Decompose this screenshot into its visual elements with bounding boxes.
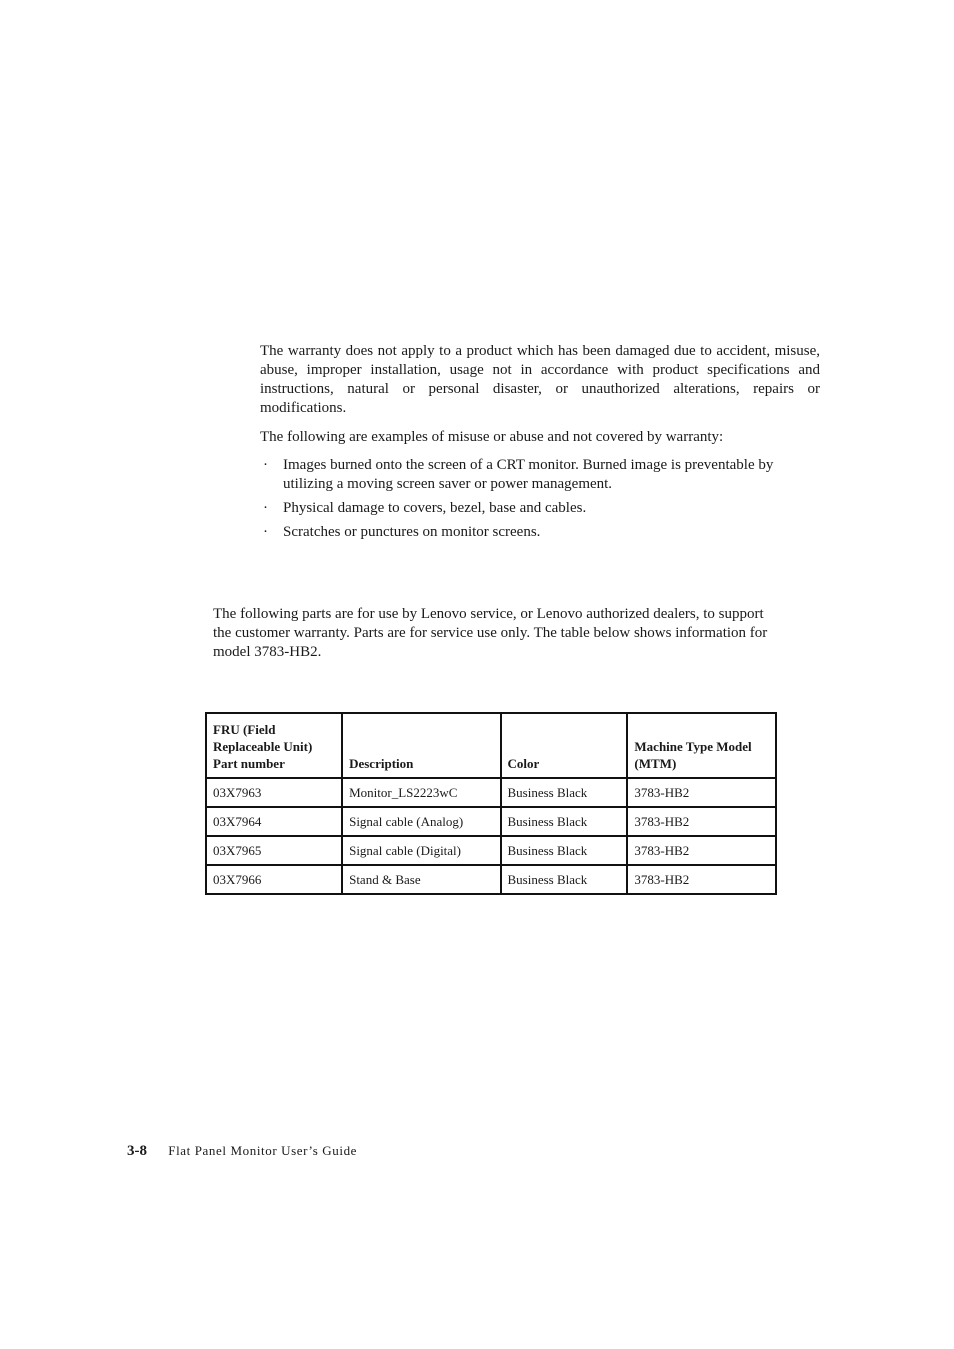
- header-mtm: Machine Type Model (MTM): [627, 713, 776, 778]
- fru-parts-table: [205, 712, 777, 895]
- cell-description: Stand & Base: [342, 865, 500, 894]
- cell-part-number: 03X7963: [206, 778, 342, 807]
- bullet-icon: ·: [263, 500, 268, 516]
- bullet-icon: ·: [263, 457, 268, 473]
- header-color: Color: [501, 713, 628, 778]
- cell-color: Business Black: [501, 807, 628, 836]
- cell-mtm: 3783-HB2: [627, 865, 776, 894]
- cell-color: Business Black: [501, 836, 628, 865]
- list-item-text: Images burned onto the screen of a CRT monitor. Burned image is preventable by utilizing a moving screen saver or power management.: [283, 457, 774, 492]
- cell-part-number: 03X7965: [206, 836, 342, 865]
- cell-color: Business Black: [501, 865, 628, 894]
- list-item: [260, 523, 822, 542]
- cell-part-number: 03X7966: [206, 865, 342, 894]
- table-row: [206, 865, 776, 894]
- table-row: [206, 807, 776, 836]
- page-number: 3-8: [127, 1143, 147, 1159]
- list-item: [260, 456, 822, 494]
- cell-description: Signal cable (Analog): [342, 807, 500, 836]
- list-item-text: Scratches or punctures on monitor screens.: [283, 524, 541, 540]
- cell-part-number: 03X7964: [206, 807, 342, 836]
- cell-description: Signal cable (Digital): [342, 836, 500, 865]
- list-item: [260, 499, 822, 518]
- bullet-icon: ·: [263, 524, 268, 540]
- header-description: Description: [342, 713, 500, 778]
- table-row: [206, 836, 776, 865]
- guide-title: Flat Panel Monitor User’s Guide: [168, 1143, 358, 1158]
- page-footer: [127, 1143, 357, 1160]
- warranty-exclusion-paragraph: The warranty does not apply to a product which has been damaged due to accident, misuse, abuse, improper installation, usage not in accordance with product specifications and instructions, natural or personal disaster, or unauthorized alterations, repairs or modifications.: [260, 343, 820, 416]
- cell-mtm: 3783-HB2: [627, 807, 776, 836]
- cell-description: Monitor_LS2223wC: [342, 778, 500, 807]
- cell-mtm: 3783-HB2: [627, 836, 776, 865]
- table-row: [206, 778, 776, 807]
- header-fru-part-number: FRU (Field Replaceable Unit) Part number: [206, 713, 342, 778]
- table-header-row: [206, 713, 776, 778]
- misuse-examples-intro: The following are examples of misuse or abuse and not covered by warranty:: [260, 429, 724, 445]
- service-parts-paragraph: The following parts are for use by Lenovo service, or Lenovo authorized dealers, to support the customer warranty. Parts are for service use only. The table below shows information for model 3783-HB2.: [213, 606, 768, 660]
- misuse-examples-list: [260, 456, 822, 547]
- cell-color: Business Black: [501, 778, 628, 807]
- cell-mtm: 3783-HB2: [627, 778, 776, 807]
- list-item-text: Physical damage to covers, bezel, base and cables.: [283, 500, 587, 516]
